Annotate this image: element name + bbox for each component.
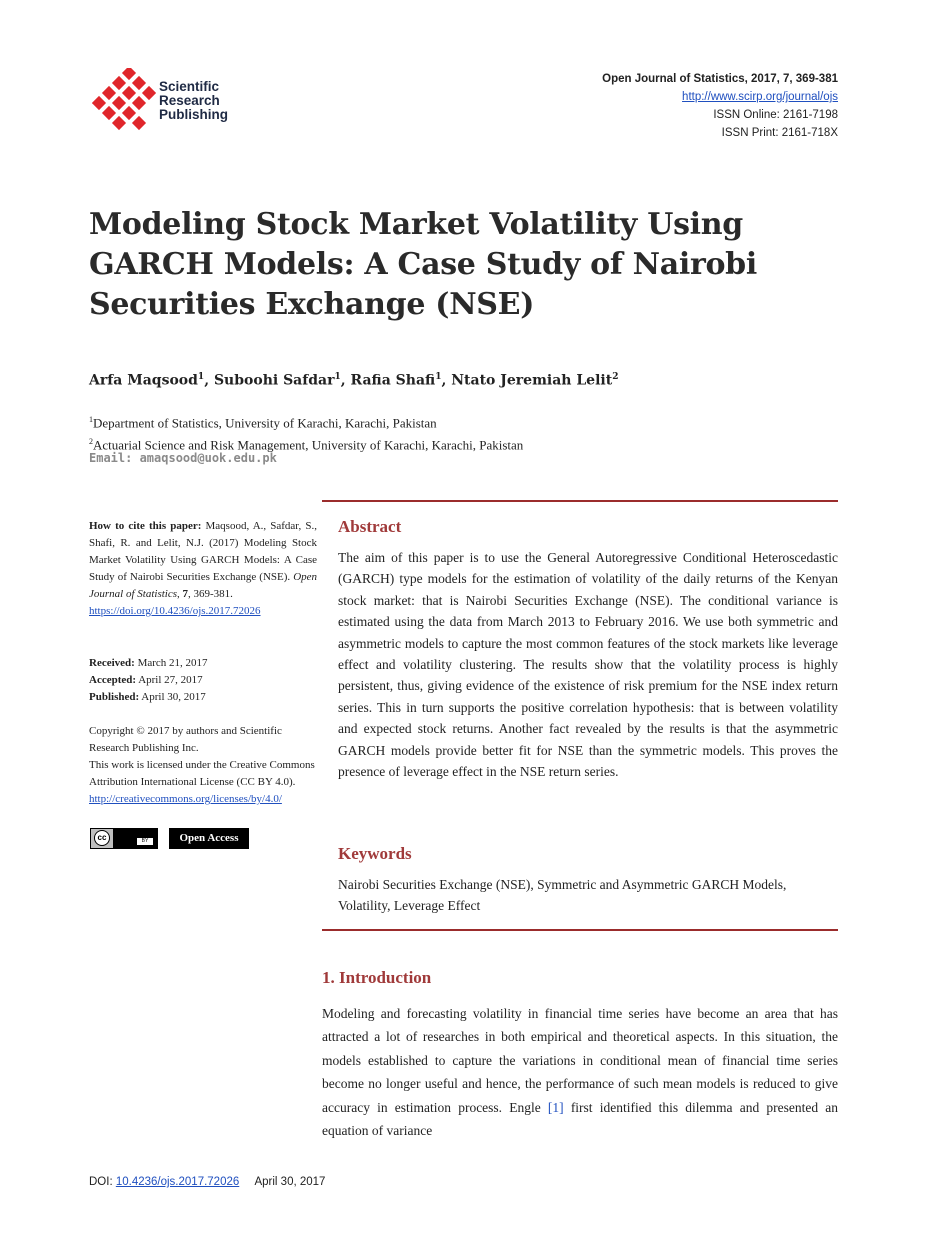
author-affiliation-mark: 2	[612, 372, 619, 382]
copyright-block	[89, 723, 317, 808]
by-icon: BY	[137, 838, 153, 845]
open-access-badge[interactable]: Open Access	[169, 828, 249, 849]
received-date: March 21, 2017	[137, 657, 208, 669]
journal-name: Open Journal of Statistics, 2017, 7, 369-381	[602, 73, 838, 85]
abstract-text: The aim of this paper is to use the General Autoregressive Conditional Heteroscedastic (GARCH) type models for the estimation of volatility of the daily returns of the Kenyan stock market: that is Nairobi Securities Exchange (NSE). The conditional variance is estimated using the data from March 2013 to February 2016. We use both symmetric and asymmetric models to capture the most common features of the stock markets like leverage effect and volatility clustering. The results show that the volatility process is highly persistent, thus, giving evidence of the existence of risk premium for the NSE index return series. This in turn supports the positive correlation hypothesis: that is between volatility and expected stock returns. Another fact revealed by the results is that the asymmetric GARCH models provide better fit for NSE than the symmetric models. This proves the presence of leverage effect in the NSE return series.	[338, 550, 838, 780]
doi-link[interactable]: 10.4236/ojs.2017.72026	[115, 1176, 240, 1188]
affiliation-item	[89, 410, 523, 432]
paper-title: Modeling Stock Market Volatility Using GARCH Models: A Case Study of Nairobi Securities Exchange (NSE)	[89, 207, 757, 322]
issn-online: ISSN Online: 2161-7198	[713, 109, 838, 121]
published-date: April 30, 2017	[141, 691, 206, 703]
author-name: Ntato Jeremiah Lelit	[451, 372, 613, 389]
cite-label: How to cite this paper:	[89, 520, 202, 532]
dates-block	[89, 655, 317, 706]
publisher-line-3: Publishing	[159, 107, 228, 122]
issn-print: ISSN Print: 2161-718X	[721, 127, 838, 139]
publisher-diamond-icon	[92, 68, 156, 138]
cite-text: Maqsood, A., Safdar, S., Shafi, R. and Lelit, N.J. (2017) Modeling Stock Market Volatility Using GARCH Models: A Case Study of Nairobi Securities Exchange (NSE).	[89, 520, 318, 583]
license-text: This work is licensed under the Creative Commons Attribution International License (CC BY 4.0).	[89, 759, 315, 788]
intro-text-part-1: Modeling and forecasting volatility in financial time series have become an area that has attracted a lot of researches in both empirical and theoretical aspects. In this situation, the models established to capture the variations in conditional mean of financial time series become no longer useful and hence, the performance of such mean models is reduced to give accuracy in estimation process. Engle	[322, 1006, 838, 1115]
abstract-heading: Abstract	[338, 517, 402, 536]
cite-doi-link[interactable]: https://doi.org/10.4236/ojs.2017.72026	[89, 605, 261, 617]
keywords-heading: Keywords	[338, 844, 412, 863]
introduction-heading: 1. Introduction	[322, 968, 432, 987]
doi-label: DOI:	[89, 1176, 113, 1188]
contact-email: Email: amaqsood@uok.edu.pk	[89, 451, 277, 465]
author-list: Arfa Maqsood$^1$, Suboohi Safdar$^1$, Rafia Shafi$^1$, Ntato Jeremiah Lelit$^2$	[89, 372, 619, 389]
journal-info	[602, 70, 838, 142]
publisher-logo	[92, 68, 242, 138]
publisher-line-2: Research	[159, 93, 220, 108]
page-footer	[89, 1176, 325, 1188]
intro-text-part-2: first identified this dilemma and presented an equation of variance	[322, 1099, 838, 1139]
license-link[interactable]: http://creativecommons.org/licenses/by/4.0/	[89, 793, 282, 805]
author-name: Suboohi Safdar	[213, 372, 335, 389]
publisher-name	[159, 80, 228, 122]
author-name: Arfa Maqsood	[89, 372, 198, 389]
affiliation-mark: 2	[89, 437, 93, 447]
publisher-line-1: Scientific	[159, 79, 220, 94]
affiliations	[89, 410, 523, 455]
citation-block: How to cite this paper: Maqsood, A., Safdar, S., Shafi, R. and Lelit, N.J. (2017) Modeling Stock Market Volatility Using GARCH Models: A Case Study of Nairobi Securities Exchange (NSE). Open Journal of Statistics, 7, 369-381. https://doi.org/10.4236/ojs.2017.72026	[89, 520, 318, 617]
affiliation-mark: 1	[89, 415, 93, 424]
cc-by-license-badge[interactable]	[90, 828, 158, 849]
cite-pages: , 369-381.	[188, 588, 233, 600]
introduction-text	[322, 1002, 838, 1142]
reference-link-1[interactable]: [1]	[547, 1099, 564, 1115]
keywords-text: Nairobi Securities Exchange (NSE), Symmetric and Asymmetric GARCH Models, Volatility, Leverage Effect	[338, 877, 787, 914]
section-divider-top	[322, 500, 838, 502]
cite-journal: Open Journal of Statistics	[89, 571, 318, 600]
author-affiliation-mark: 1	[334, 372, 341, 382]
copyright-text: Copyright © 2017 by authors and Scientific Research Publishing Inc.	[89, 725, 282, 754]
cite-volume: 7	[182, 588, 188, 600]
published-label: Published:	[89, 691, 140, 703]
received-label: Received:	[89, 657, 135, 669]
author-affiliation-mark: 1	[435, 372, 442, 382]
author-name: Rafia Shafi	[350, 372, 436, 389]
affiliation-text: Department of Statistics, University of Karachi, Karachi, Pakistan	[93, 415, 437, 431]
affiliation-text: Actuarial Science and Risk Management, University of Karachi, Karachi, Pakistan	[93, 437, 524, 453]
footer-date: April 30, 2017	[254, 1176, 326, 1188]
author-affiliation-mark: 1	[197, 372, 205, 382]
journal-url-link[interactable]: http://www.scirp.org/journal/ojs	[682, 91, 838, 103]
section-divider-bottom	[322, 929, 838, 931]
accepted-date: April 27, 2017	[138, 674, 203, 686]
cc-icon: cc	[94, 830, 110, 846]
accepted-label: Accepted:	[89, 674, 137, 686]
